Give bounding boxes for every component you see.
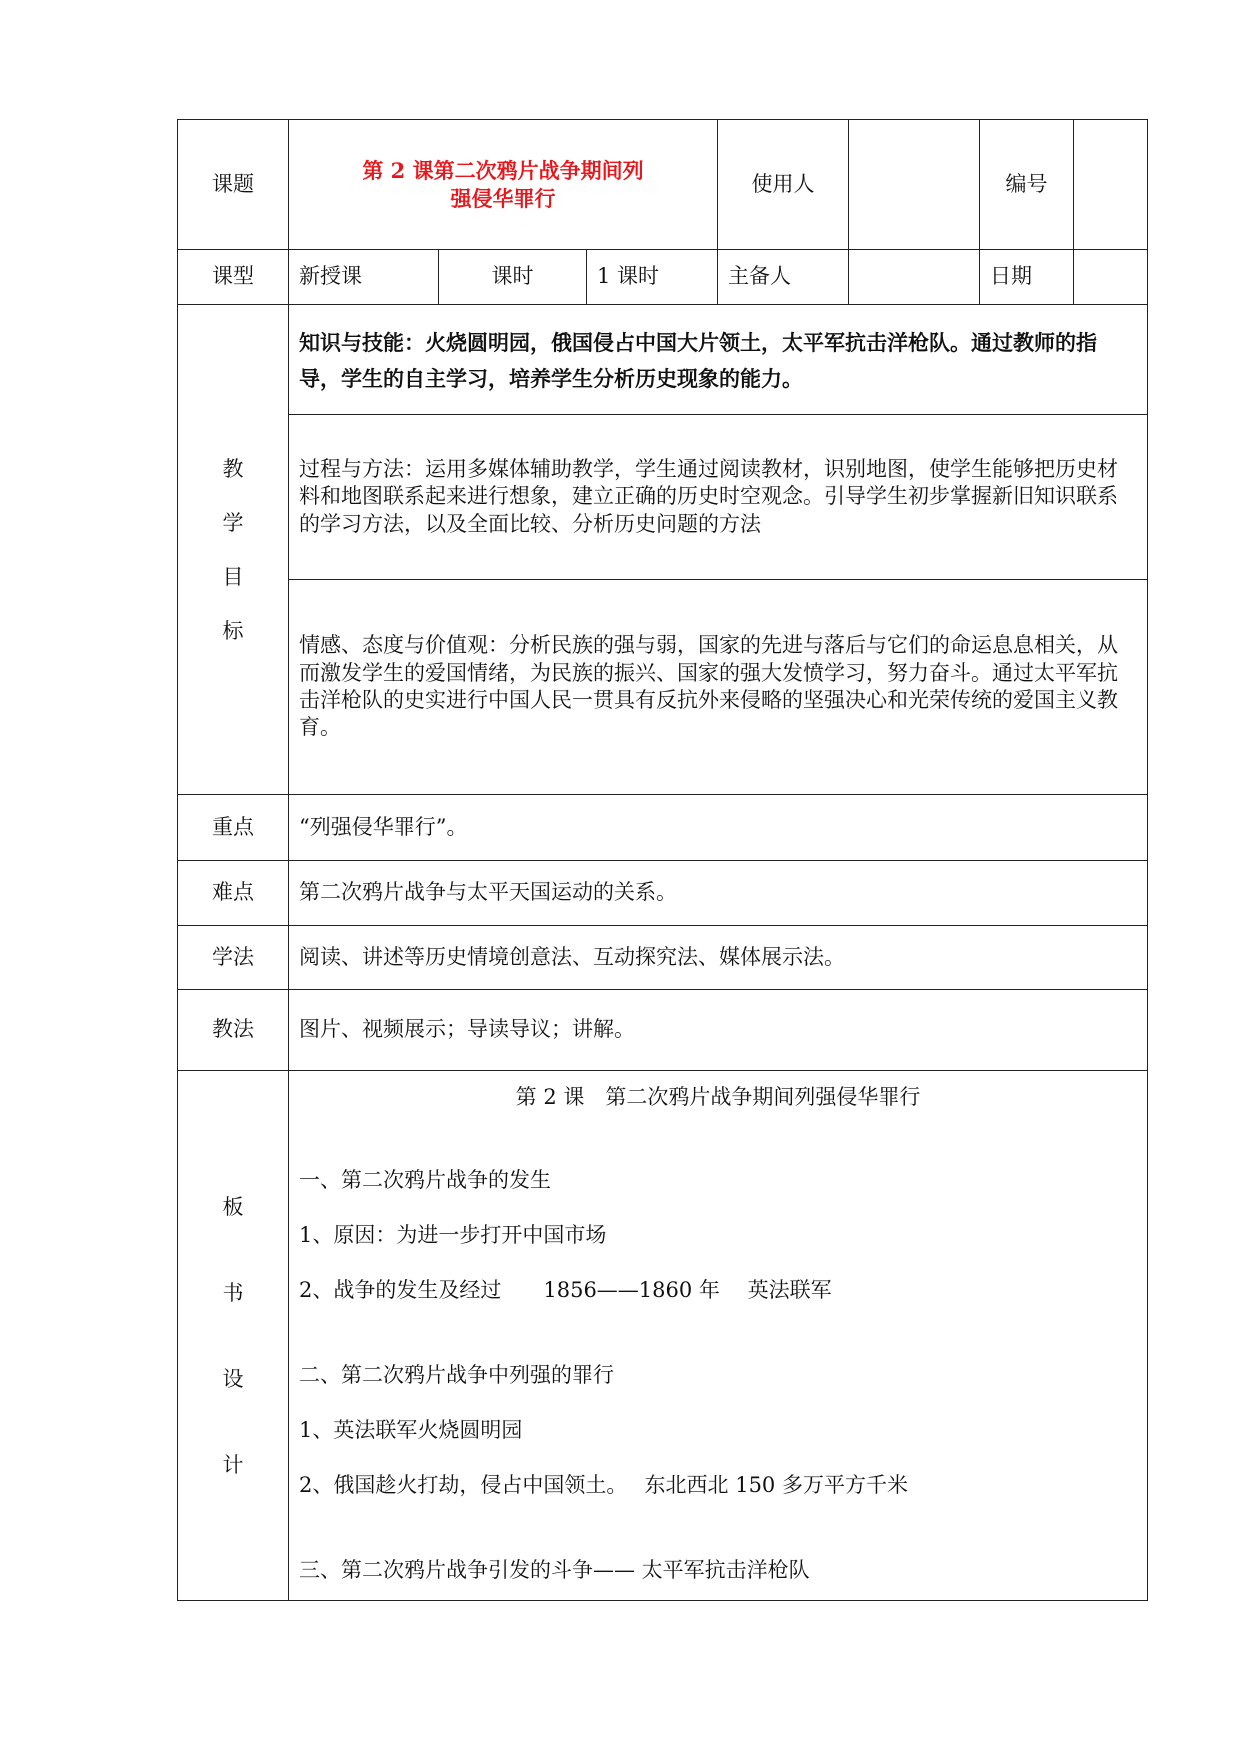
board-label-char: 设 (222, 1366, 244, 1391)
objective-emotion: 情感、态度与价值观：分析民族的强与弱，国家的先进与落后与它们的命运息息相关，从而激发学生的爱国情绪，为民族的振兴、国家的强大发愤学习，努力奋斗。通过太平军抗击洋枪队的史实进行中国人民一贯具有反抗外来侵略的坚强决心和光荣传统的爱国主义教育。 (289, 580, 1148, 795)
lesson-plan-table (177, 119, 1148, 1601)
date-label: 日期 (980, 250, 1074, 305)
board-section2-line1: 1、英法联军火烧圆明园 (299, 1418, 523, 1442)
difficulty-value: 第二次鸦片战争与太平天国运动的关系。 (289, 861, 1148, 926)
number-label: 编号 (980, 120, 1074, 250)
lesson-title-line2: 强侵华罪行 (450, 185, 556, 211)
objectives-label-char: 教 (222, 456, 244, 481)
hours-label: 课时 (439, 250, 587, 305)
difficulty-label: 难点 (178, 861, 289, 926)
lesson-title-line1: 第 2 课第二次鸦片战争期间列 (362, 158, 644, 184)
user-label: 使用人 (718, 120, 849, 250)
key-point-row (178, 795, 1148, 861)
info-row (178, 250, 1148, 305)
board-section2-heading: 二、第二次鸦片战争中列强的罪行 (299, 1363, 614, 1387)
user-value (849, 120, 980, 250)
teach-method-label: 教法 (178, 990, 289, 1071)
key-point-label: 重点 (178, 795, 289, 861)
board-label-char: 书 (222, 1280, 244, 1305)
teach-method-value: 图片、视频展示；导读导议；讲解。 (289, 990, 1148, 1071)
study-method-value: 阅读、讲述等历史情境创意法、互动探究法、媒体展示法。 (289, 926, 1148, 990)
preparer-value (849, 250, 980, 305)
date-value (1074, 250, 1148, 305)
lesson-title (289, 120, 718, 250)
teach-method-row (178, 990, 1148, 1071)
board-title: 第 2 课 第二次鸦片战争期间列强侵华罪行 (515, 1085, 921, 1109)
type-value: 新授课 (289, 250, 439, 305)
study-method-label: 学法 (178, 926, 289, 990)
objectives-label-char: 标 (222, 618, 244, 643)
objectives-label-char: 目 (222, 564, 244, 589)
board-section3-heading: 三、第二次鸦片战争引发的斗争—— 太平军抗击洋枪队 (299, 1558, 810, 1582)
objectives-label (178, 305, 289, 795)
preparer-label: 主备人 (718, 250, 849, 305)
number-value (1074, 120, 1148, 250)
board-label-char: 板 (222, 1194, 244, 1219)
objective-emotion-row (178, 580, 1148, 795)
board-content (289, 1071, 1148, 1601)
board-section2-line2: 2、俄国趁火打劫，侵占中国领土。 东北西北 150 多万平方千米 (299, 1473, 908, 1497)
board-section1-heading: 一、第二次鸦片战争的发生 (299, 1168, 551, 1192)
board-section1-line2: 2、战争的发生及经过 1856——1860 年 英法联军 (299, 1278, 832, 1302)
board-label-char: 计 (222, 1452, 244, 1477)
title-row (178, 120, 1148, 250)
objective-process: 过程与方法：运用多媒体辅助教学，学生通过阅读教材，识别地图，使学生能够把历史材料和地图联系起来进行想象，建立正确的历史时空观念。引导学生初步掌握新旧知识联系的学习方法，以及全面比较、分析历史问题的方法 (289, 415, 1148, 580)
study-method-row (178, 926, 1148, 990)
board-section1-line1: 1、原因：为进一步打开中国市场 (299, 1223, 607, 1247)
key-point-value: “列强侵华罪行”。 (289, 795, 1148, 861)
board-label (178, 1071, 289, 1601)
objective-process-row (178, 415, 1148, 580)
type-label: 课型 (178, 250, 289, 305)
difficulty-row (178, 861, 1148, 926)
title-label: 课题 (178, 120, 289, 250)
objective-knowledge: 知识与技能：火烧圆明园，俄国侵占中国大片领土，太平军抗击洋枪队。通过教师的指导，学生的自主学习，培养学生分析历史现象的能力。 (289, 305, 1148, 415)
objectives-label-char: 学 (222, 510, 244, 535)
objective-knowledge-row (178, 305, 1148, 415)
hours-value: 1 课时 (587, 250, 718, 305)
board-design-row (178, 1071, 1148, 1601)
